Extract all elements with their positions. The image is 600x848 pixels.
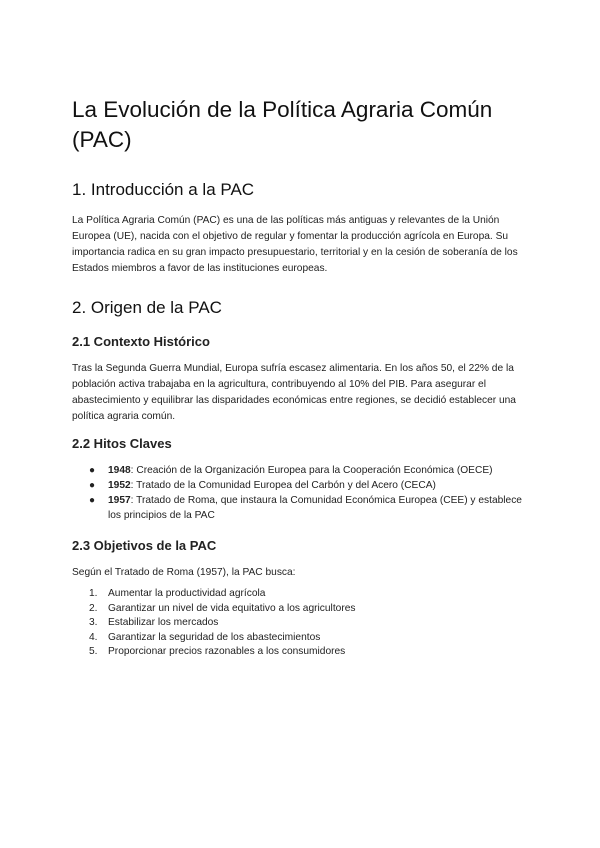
list-item [72, 645, 528, 660]
section-1-paragraph: La Política Agraria Común (PAC) es una de las políticas más antiguas y relevantes de la Unión Europea (UE), nacida con el objetivo de regular y fomentar la producción agrícola en Europa. Su importancia radica en su gran impacto presupuestario, territorial y en la cesión de soberanía de los Estados miembros a favor de las instituciones europeas. [72, 215, 518, 274]
item-number: 4. [89, 631, 98, 643]
subsection-2-2-heading: 2.2 Hitos Claves [72, 436, 172, 451]
document-title: La Evolución de la Política Agraria Común (PAC) [72, 97, 493, 152]
milestone-year: 1957 [108, 495, 131, 506]
subsection-2-3-heading: 2.3 Objetivos de la PAC [72, 538, 217, 553]
item-text: Garantizar un nivel de vida equitativo a los agricultores [108, 602, 356, 614]
item-number: 5. [89, 646, 98, 657]
subsection-2-1-heading: 2.1 Contexto Histórico [72, 334, 210, 349]
milestones-list [72, 463, 528, 523]
item-text: Proporcionar precios razonables a los consumidores [108, 646, 346, 657]
item-text: Garantizar la seguridad de los abastecimientos [108, 631, 321, 643]
milestone-year: 1948 [108, 465, 131, 476]
section-1-heading: 1. Introducción a la PAC [72, 180, 255, 199]
list-item [72, 493, 528, 523]
section-2-heading: 2. Origen de la PAC [72, 298, 222, 317]
milestone-text: : Tratado de la Comunidad Europea del Carbón y del Acero (CECA) [130, 480, 436, 491]
subsection-2-1-paragraph: Tras la Segunda Guerra Mundial, Europa sufría escasez alimentaria. En los años 50, el 22% de la población activa trabajaba en la agricultura, contribuyendo al 10% del PIB. Para asegurar el abastecimiento y equilibrar las disparidades económicas entre regiones, se decidió establecer una política agraria común. [72, 363, 516, 422]
item-number: 2. [89, 602, 98, 614]
item-text: Aumentar la productividad agrícola [108, 588, 266, 599]
list-item [72, 478, 528, 493]
milestone-text: : Tratado de Roma, que instaura la Comunidad Económica Europea (CEE) y establece los principios de la PAC [108, 495, 522, 521]
list-item [72, 587, 528, 602]
list-item [72, 602, 528, 617]
item-text: Estabilizar los mercados [108, 617, 219, 628]
bullet-icon: ● [89, 480, 96, 491]
milestone-year: 1952 [108, 480, 131, 491]
subsection-2-3-intro: Según el Tratado de Roma (1957), la PAC busca: [72, 567, 296, 578]
item-number: 1. [89, 588, 98, 599]
milestone-text: : Creación de la Organización Europea para la Cooperación Económica (OECE) [130, 465, 493, 476]
bullet-icon: ● [89, 495, 96, 506]
objectives-list [72, 587, 528, 660]
list-item [72, 463, 528, 478]
list-item [72, 616, 528, 631]
item-number: 3. [89, 617, 98, 628]
list-item [72, 631, 528, 646]
bullet-icon: ● [89, 465, 96, 476]
